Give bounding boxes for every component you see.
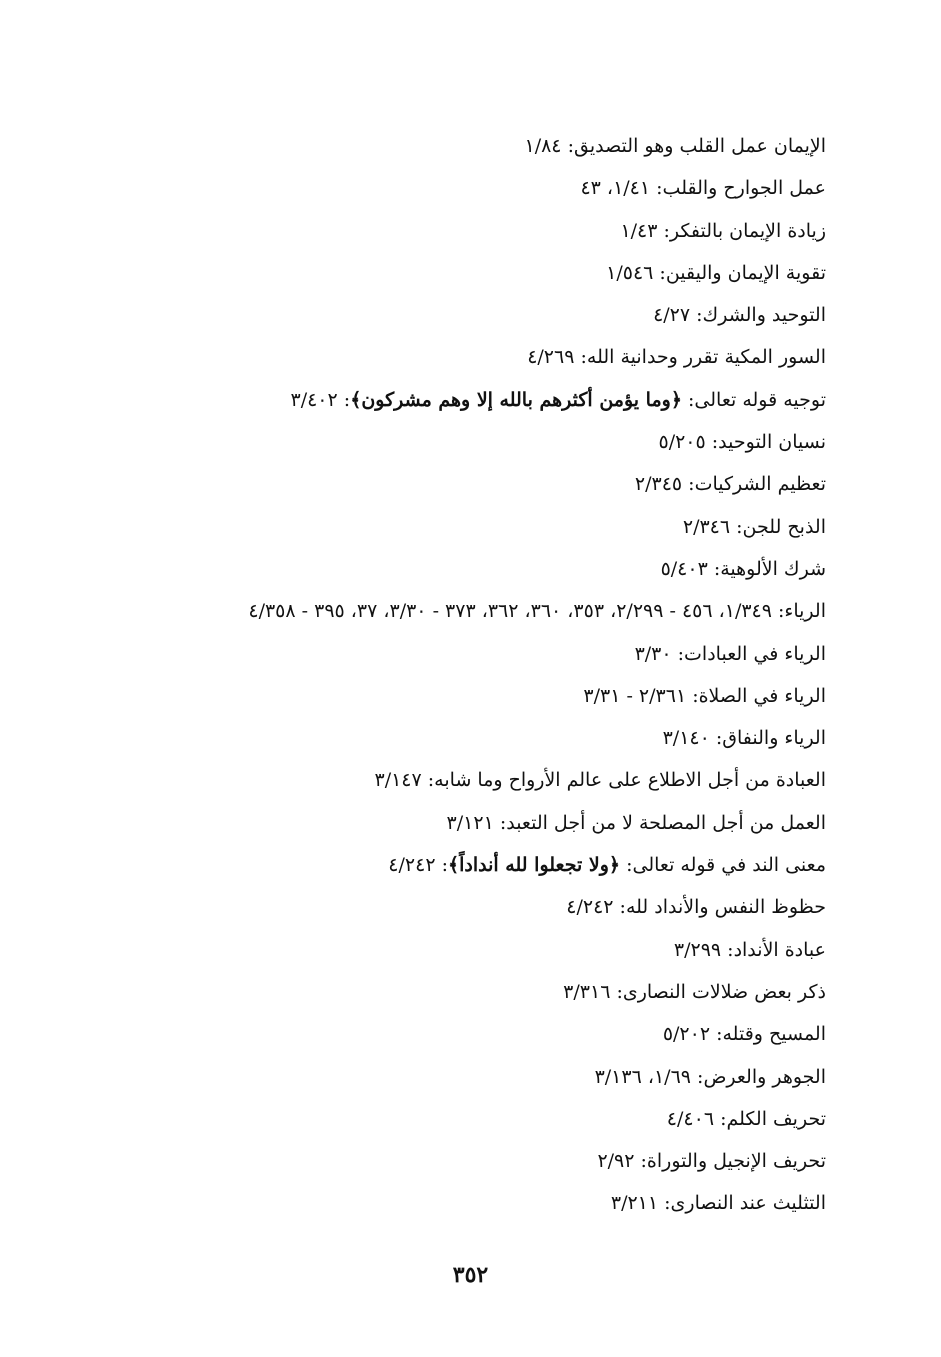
quran-verse: ﴿ولا تجعلوا لله أنداداً﴾ bbox=[447, 854, 621, 877]
index-entry: تحريف الإنجيل والتوراة: ٢/٩٢ bbox=[597, 1150, 826, 1173]
quran-verse: ﴿وما يؤمن أكثرهم بالله إلا وهم مشركون﴾ bbox=[350, 388, 682, 411]
index-entry: الرياء: ١/٣٤٩، ٤٥٦ - ٢/٢٩٩، ٣٥٣، ٣٦٠، ٣٦٢، ٣٧٣ - ٣/٣٠، ٣٧، ٣٩٥ - ٤/٣٥٨ bbox=[248, 600, 826, 623]
index-entry: الرياء في الصلاة: ٢/٣٦١ - ٣/٣١ bbox=[583, 684, 826, 707]
entry-reference: : ٤/٢٤٢ bbox=[388, 854, 448, 877]
index-entry: تعظيم الشركيات: ٢/٣٤٥ bbox=[634, 473, 826, 496]
index-entry-quran-verse bbox=[106, 844, 826, 886]
index-entry: الذبح للجن: ٢/٣٤٦ bbox=[682, 515, 826, 538]
index-entry: العمل من أجل المصلحة لا من أجل التعبد: ٣/١٢١ bbox=[446, 811, 826, 834]
index-entry: المسيح وقتله: ٥/٢٠٢ bbox=[662, 1023, 826, 1046]
index-entry: السور المكية تقرر وحدانية الله: ٤/٢٦٩ bbox=[527, 346, 826, 369]
index-entry: تقوية الإيمان واليقين: ١/٥٤٦ bbox=[606, 261, 826, 284]
page-number: ٣٥٢ bbox=[452, 1262, 489, 1288]
index-entry: عبادة الأنداد: ٣/٢٩٩ bbox=[673, 938, 826, 961]
index-entry: التوحيد والشرك: ٤/٢٧ bbox=[653, 304, 826, 327]
entry-prefix: معنى الند في قوله تعالى: bbox=[620, 854, 826, 877]
index-list bbox=[106, 125, 826, 1225]
index-entry: شرك الألوهية: ٥/٤٠٣ bbox=[660, 557, 826, 580]
entry-prefix: توجيه قوله تعالى: bbox=[681, 388, 826, 411]
index-entry: حظوظ النفس والأنداد لله: ٤/٢٤٢ bbox=[566, 896, 826, 919]
index-entry: زيادة الإيمان بالتفكر: ١/٤٣ bbox=[620, 219, 826, 242]
index-entry: التثليث عند النصارى: ٣/٢١١ bbox=[610, 1192, 826, 1215]
index-entry-quran-verse bbox=[106, 379, 826, 421]
index-entry: الرياء في العبادات: ٣/٣٠ bbox=[634, 642, 826, 665]
index-entry: العبادة من أجل الاطلاع على عالم الأرواح وما شابه: ٣/١٤٧ bbox=[374, 769, 826, 792]
index-entry: الرياء والنفاق: ٣/١٤٠ bbox=[662, 727, 826, 750]
entry-reference: : ٣/٤٠٢ bbox=[290, 388, 351, 411]
index-entry: نسيان التوحيد: ٥/٢٠٥ bbox=[658, 431, 826, 454]
index-entry: الإيمان عمل القلب وهو التصديق: ١/٨٤ bbox=[524, 135, 826, 157]
index-entry: عمل الجوارح والقلب: ١/٤١، ٤٣ bbox=[580, 177, 826, 200]
index-entry: تحريف الكلم: ٤/٤٠٦ bbox=[666, 1107, 826, 1130]
index-entry: الجوهر والعرض: ١/٦٩، ٣/١٣٦ bbox=[594, 1065, 826, 1088]
index-entry: ذكر بعض ضلالات النصارى: ٣/٣١٦ bbox=[563, 980, 826, 1003]
